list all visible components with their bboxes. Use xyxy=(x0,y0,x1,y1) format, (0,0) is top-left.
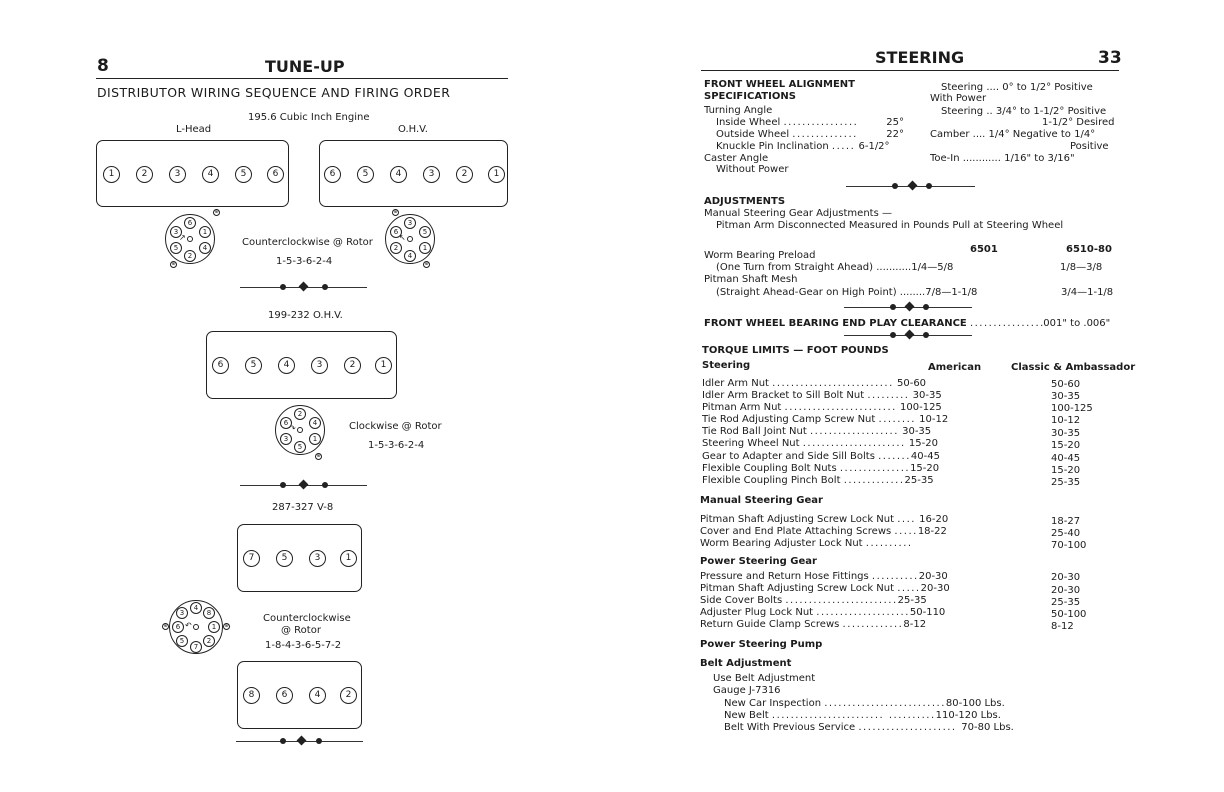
ohv-label: O.H.V. xyxy=(398,124,428,135)
cylinder: 7 xyxy=(243,550,260,567)
cylinder: 2 xyxy=(456,166,473,183)
cylinder: 4 xyxy=(309,687,326,704)
cylinder: 4 xyxy=(202,166,219,183)
col-6501: 6501 xyxy=(970,244,998,255)
cylinder: 5 xyxy=(235,166,252,183)
torque-classic-value: 20-30 xyxy=(1051,585,1081,596)
alignment-row: Without Power xyxy=(716,164,789,175)
engine2-title: 199-232 O.H.V. xyxy=(268,310,343,321)
engine3-title: 287-327 V-8 xyxy=(272,502,334,513)
cylinder: 6 xyxy=(276,687,293,704)
torque-row: Idler Arm Bracket to Sill Bolt Nut ......... 30-35 xyxy=(702,390,942,401)
belt-line2: Gauge J-7316 xyxy=(713,685,781,696)
col-classic: Classic & Ambassador xyxy=(1011,362,1136,373)
torque-row: Pitman Shaft Adjusting Screw Lock Nut .....20-30 xyxy=(700,583,950,594)
cylinder: 8 xyxy=(243,687,260,704)
adjustment-value: 1/8—3/8 xyxy=(1060,262,1103,273)
torque-classic-value: 25-35 xyxy=(1051,477,1081,488)
alignment-right-row: With Power xyxy=(930,93,987,104)
belt-line1: Use Belt Adjustment xyxy=(713,673,816,684)
torque-classic-value: 25-35 xyxy=(1051,597,1081,608)
manual-gear-label: Manual Steering Gear xyxy=(700,495,823,506)
alignment-title-2: SPECIFICATIONS xyxy=(704,91,796,102)
page-number-right: 33 xyxy=(1098,48,1122,68)
header-rule-left xyxy=(96,78,508,79)
cylinder: 4 xyxy=(278,357,295,374)
engine1-firing-order: 1-5-3-6-2-4 xyxy=(276,256,333,267)
section-ornament xyxy=(240,485,367,487)
section-title: DISTRIBUTOR WIRING SEQUENCE AND FIRING ORDER xyxy=(97,85,451,100)
section-ornament xyxy=(844,307,972,309)
alignment-row: Caster Angle xyxy=(704,153,769,164)
torque-classic-value: 70-100 xyxy=(1051,540,1087,551)
belt-row: New Belt ........................ ..........110-120 Lbs. xyxy=(724,710,1001,721)
torque-title: TORQUE LIMITS — FOOT POUNDS xyxy=(702,345,889,356)
bearing-clearance-row: FRONT WHEEL BEARING END PLAY CLEARANCE ................001" to .006" xyxy=(704,318,1111,329)
col-6510-80: 6510-80 xyxy=(1066,244,1112,255)
alignment-right-row: 1-1/2° Desired xyxy=(1042,117,1115,128)
cylinder: 3 xyxy=(311,357,328,374)
page-number-left: 8 xyxy=(97,56,109,76)
cylinder: 1 xyxy=(488,166,505,183)
torque-classic-value: 15-20 xyxy=(1051,465,1081,476)
torque-row: Tie Rod Adjusting Camp Screw Nut ........ 10-12 xyxy=(702,414,949,425)
cylinder: 3 xyxy=(423,166,440,183)
distributor-cap-icon: 3 5 1 4 2 6 ↖ ⊕ ⊕ xyxy=(385,214,435,264)
engine3-rotor-line2: @ Rotor xyxy=(281,625,321,636)
ohv-engine-block xyxy=(319,140,508,207)
power-gear-label: Power Steering Gear xyxy=(700,556,817,567)
section-ornament xyxy=(844,335,972,337)
section-ornament xyxy=(236,741,363,743)
steering-label: Steering xyxy=(702,360,751,371)
cylinder: 6 xyxy=(267,166,284,183)
adjustment-row: (One Turn from Straight Ahead) ...........1/4—5/8 xyxy=(716,262,954,273)
torque-row: Side Cover Bolts ........................25-35 xyxy=(700,595,927,606)
torque-classic-value: 25-40 xyxy=(1051,528,1081,539)
distributor-cap-icon: 2 4 1 5 3 6 ↷ ⊕ xyxy=(275,405,325,455)
engine3-firing-order: 1-8-4-3-6-5-7-2 xyxy=(265,640,342,651)
alignment-row: Inside Wheel ................ 25° xyxy=(716,117,904,128)
torque-classic-value: 20-30 xyxy=(1051,572,1081,583)
cylinder: 1 xyxy=(375,357,392,374)
cylinder: 5 xyxy=(245,357,262,374)
lhead-label: L-Head xyxy=(176,124,212,135)
adjustment-row: (Straight Ahead-Gear on High Point) ........7/8—1-1/8 xyxy=(716,287,978,298)
cylinder: 1 xyxy=(340,550,357,567)
adjustment-row: Pitman Shaft Mesh xyxy=(704,274,798,285)
adjustment-row: Worm Bearing Preload xyxy=(704,250,816,261)
torque-row: Pressure and Return Hose Fittings ..........20-30 xyxy=(700,571,948,582)
engine1-rotor: Counterclockwise @ Rotor xyxy=(242,237,373,248)
torque-classic-value: 10-12 xyxy=(1051,415,1081,426)
alignment-right-row: Positive xyxy=(1070,141,1109,152)
torque-row: Gear to Adapter and Side Sill Bolts .......40-45 xyxy=(702,451,940,462)
torque-row: Adjuster Plug Lock Nut ....................50-110 xyxy=(700,607,946,618)
header-rule-right xyxy=(701,70,1119,71)
adjustments-title: ADJUSTMENTS xyxy=(704,196,786,207)
cylinder: 3 xyxy=(169,166,186,183)
section-ornament xyxy=(846,186,975,188)
running-head-left: TUNE-UP xyxy=(265,57,345,76)
torque-row: Idler Arm Nut .......................... 50-60 xyxy=(702,378,927,389)
ohv-engine-block-2 xyxy=(206,331,397,399)
torque-classic-value: 40-45 xyxy=(1051,453,1081,464)
engine2-firing-order: 1-5-3-6-2-4 xyxy=(368,440,425,451)
cylinder: 2 xyxy=(340,687,357,704)
cylinder: 6 xyxy=(212,357,229,374)
cylinder: 4 xyxy=(390,166,407,183)
cylinder: 6 xyxy=(324,166,341,183)
torque-row: Tie Rod Ball Joint Nut ................... 30-35 xyxy=(702,426,932,437)
alignment-right-row: Toe-In ............ 1/16" to 3/16" xyxy=(930,153,1075,164)
alignment-row: Outside Wheel .............. 22° xyxy=(716,129,904,140)
cylinder: 1 xyxy=(103,166,120,183)
v8-bank-2 xyxy=(237,661,362,729)
torque-row: Flexible Coupling Bolt Nuts ...............15-20 xyxy=(702,463,940,474)
torque-row: Flexible Coupling Pinch Bolt .............25-35 xyxy=(702,475,934,486)
torque-row: Pitman Shaft Adjusting Screw Lock Nut .... 16-20 xyxy=(700,514,949,525)
section-ornament xyxy=(240,287,367,289)
alignment-right-row: Camber .... 1/4° Negative to 1/4° xyxy=(930,129,1096,140)
running-head-right: STEERING xyxy=(875,48,965,67)
torque-classic-value: 50-60 xyxy=(1051,379,1081,390)
cylinder: 3 xyxy=(309,550,326,567)
torque-classic-value: 8-12 xyxy=(1051,621,1074,632)
torque-classic-value: 100-125 xyxy=(1051,403,1093,414)
alignment-right-row: Steering .... 0° to 1/2° Positive xyxy=(941,82,1093,93)
adjustments-line2: Pitman Arm Disconnected Measured in Pounds Pull at Steering Wheel xyxy=(716,220,1064,231)
torque-classic-value: 30-35 xyxy=(1051,391,1081,402)
alignment-row: Knuckle Pin Inclination ..... 6-1/2° xyxy=(716,141,890,152)
belt-adjust-label: Belt Adjustment xyxy=(700,658,792,669)
torque-classic-value: 18-27 xyxy=(1051,516,1081,527)
alignment-row: Turning Angle xyxy=(704,105,773,116)
torque-classic-value: 50-100 xyxy=(1051,609,1087,620)
cylinder: 5 xyxy=(276,550,293,567)
v8-bank-1 xyxy=(237,524,362,592)
cylinder: 2 xyxy=(344,357,361,374)
torque-classic-value: 30-35 xyxy=(1051,428,1081,439)
belt-row: New Car Inspection ..........................80-100 Lbs. xyxy=(724,698,1005,709)
adjustment-value: 3/4—1-1/8 xyxy=(1061,287,1114,298)
torque-row: Worm Bearing Adjuster Lock Nut .......... xyxy=(700,538,913,549)
pump-label: Power Steering Pump xyxy=(700,639,823,650)
cylinder: 5 xyxy=(357,166,374,183)
alignment-title-1: FRONT WHEEL ALIGNMENT xyxy=(704,79,856,90)
torque-row: Steering Wheel Nut ...................... 15-20 xyxy=(702,438,938,449)
alignment-right-row: Steering .. 3/4° to 1-1/2° Positive xyxy=(941,106,1107,117)
distributor-cap-icon: 6 1 4 2 5 3 ↗ ⊕ ⊕ xyxy=(165,214,215,264)
torque-row: Pitman Arm Nut ........................ 100-125 xyxy=(702,402,942,413)
belt-row: Belt With Previous Service ..................... 70-80 Lbs. xyxy=(724,722,1014,733)
engine3-rotor-line1: Counterclockwise xyxy=(263,613,351,624)
lhead-engine-block xyxy=(96,140,289,207)
torque-row: Return Guide Clamp Screws .............8-12 xyxy=(700,619,927,630)
engine1-title: 195.6 Cubic Inch Engine xyxy=(248,112,370,123)
col-american: American xyxy=(928,362,982,373)
engine2-rotor: Clockwise @ Rotor xyxy=(349,421,442,432)
cylinder: 2 xyxy=(136,166,153,183)
distributor-cap-icon: 4 8 1 2 7 5 6 3 ↶ ⊕ ⊕ xyxy=(169,600,223,654)
torque-classic-value: 15-20 xyxy=(1051,440,1081,451)
adjustments-line1: Manual Steering Gear Adjustments — xyxy=(704,208,892,219)
torque-row: Cover and End Plate Attaching Screws .....18-22 xyxy=(700,526,947,537)
